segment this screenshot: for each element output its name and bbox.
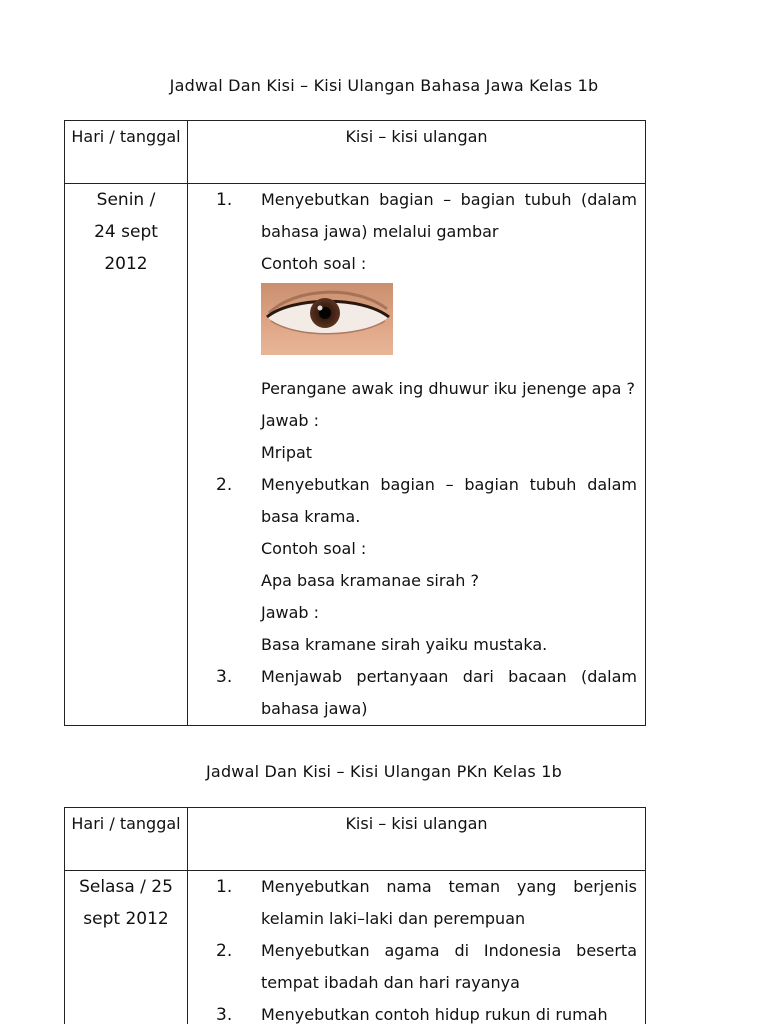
table-header-row bbox=[65, 808, 646, 871]
item-text: Menyebutkan contoh hidup rukun di rumah bbox=[261, 1005, 608, 1024]
item-text: Menyebutkan bagian – bagian tubuh dalam basa krama. bbox=[261, 475, 637, 526]
kisi-list bbox=[188, 871, 645, 1024]
kisi-cell bbox=[188, 871, 646, 1024]
item-text: Menjawab pertanyaan dari bacaan (dalam bahasa jawa) bbox=[261, 667, 637, 718]
example-label: Contoh soal : bbox=[261, 254, 367, 273]
answer-text: Mripat bbox=[261, 443, 313, 462]
eye-photo bbox=[261, 283, 393, 355]
spacer bbox=[261, 357, 637, 373]
item-number: 1. bbox=[216, 190, 233, 210]
header-kisi-cell bbox=[188, 808, 646, 871]
list-item bbox=[188, 999, 637, 1024]
kisi-list bbox=[188, 184, 645, 725]
header-kisi-cell bbox=[188, 121, 646, 184]
item-number: 3. bbox=[216, 667, 233, 687]
answer-label: Jawab : bbox=[261, 603, 320, 622]
bahasa-jawa-table bbox=[64, 120, 646, 726]
question-text: Perangane awak ing dhuwur iku jenenge apa ? bbox=[261, 379, 635, 398]
header-kisi-label: Kisi – kisi ulangan bbox=[345, 814, 488, 833]
bahasa-jawa-title: Jadwal Dan Kisi – Kisi Ulangan Bahasa Jawa Kelas 1b bbox=[169, 76, 599, 95]
date-text: Senin / 24 sept 2012 bbox=[94, 190, 158, 274]
question-text: Apa basa kramanae sirah ? bbox=[261, 571, 479, 590]
pkn-title: Jadwal Dan Kisi – Kisi Ulangan PKn Kelas 1b bbox=[206, 762, 562, 781]
table-row bbox=[65, 871, 646, 1024]
list-item bbox=[188, 184, 637, 469]
list-item bbox=[188, 469, 637, 661]
date-text: Selasa / 25 sept 2012 bbox=[79, 877, 173, 929]
list-item bbox=[188, 661, 637, 725]
item-text: Menyebutkan agama di Indonesia beserta tempat ibadah dan hari rayanya bbox=[261, 941, 637, 992]
example-label: Contoh soal : bbox=[261, 539, 367, 558]
list-item bbox=[188, 871, 637, 935]
answer-label: Jawab : bbox=[261, 411, 320, 430]
item-number: 3. bbox=[216, 1005, 233, 1024]
item-number: 2. bbox=[216, 941, 233, 961]
header-kisi-label: Kisi – kisi ulangan bbox=[345, 127, 488, 146]
item-text: Menyebutkan bagian – bagian tubuh (dalam bahasa jawa) melalui gambar bbox=[261, 190, 637, 241]
header-day-label: Hari / tanggal bbox=[71, 127, 181, 146]
header-day-label: Hari / tanggal bbox=[71, 814, 181, 833]
date-cell bbox=[65, 871, 188, 1024]
answer-text: Basa kramane sirah yaiku mustaka. bbox=[261, 635, 548, 654]
item-number: 2. bbox=[216, 475, 233, 495]
item-number: 1. bbox=[216, 877, 233, 897]
date-cell bbox=[65, 184, 188, 726]
list-item bbox=[188, 935, 637, 999]
header-day-cell bbox=[65, 808, 188, 871]
pkn-table bbox=[64, 807, 646, 1024]
header-day-cell bbox=[65, 121, 188, 184]
table-row bbox=[65, 184, 646, 726]
item-text: Menyebutkan nama teman yang berjenis kelamin laki–laki dan perempuan bbox=[261, 877, 637, 928]
kisi-cell bbox=[188, 184, 646, 726]
table-header-row bbox=[65, 121, 646, 184]
